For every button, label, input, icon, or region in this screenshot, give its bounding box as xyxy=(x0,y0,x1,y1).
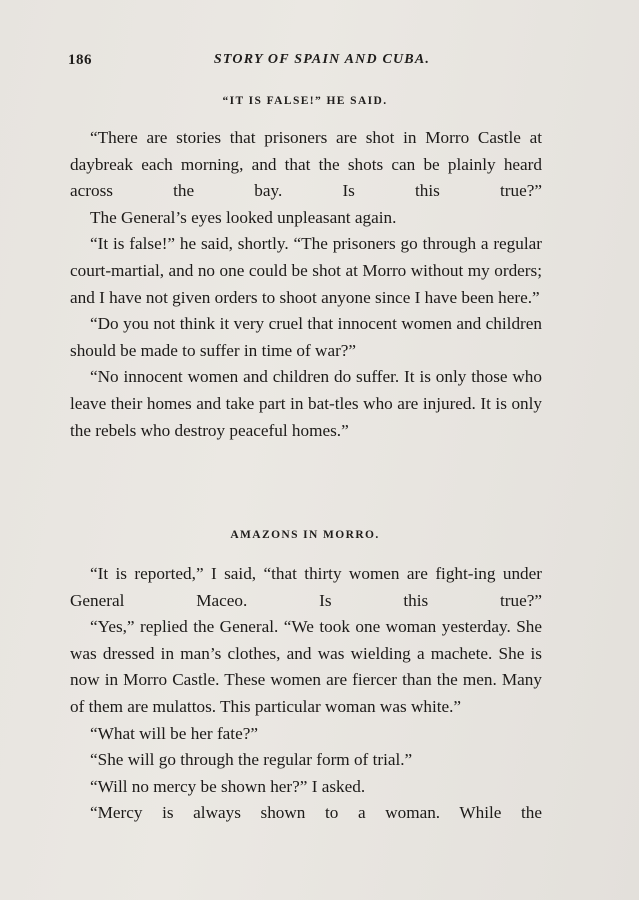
section-heading-amazons: AMAZONS IN MORRO. xyxy=(230,529,380,541)
text-block-2 xyxy=(70,561,542,827)
paragraph: “Yes,” replied the General. “We took one woman yesterday. She was dressed in man’s clothes, and was wielding a machete. She is now in Morro Castle. These women are fiercer than the men. Many of them are mulattos. This particular woman was white.” xyxy=(70,617,542,716)
paragraph: “Do you not think it very cruel that innocent women and children should be made to suffer in time of war?” xyxy=(70,314,542,360)
paragraph: “Will no mercy be shown her?” I asked. xyxy=(90,776,366,796)
paragraph: “Mercy is always shown to a woman. While the xyxy=(90,803,542,823)
section-heading-false: “IT IS FALSE!” HE SAID. xyxy=(222,95,388,107)
page-number: 186 xyxy=(68,52,92,68)
text-block-1 xyxy=(70,125,542,444)
paragraph: “It is reported,” I said, “that thirty women are fight-ing under General Maceo. Is this true?” xyxy=(70,564,542,610)
paragraph: “What will be her fate?” xyxy=(90,723,258,743)
running-title: STORY OF SPAIN AND CUBA. xyxy=(213,52,431,67)
paragraph: “No innocent women and children do suffer. It is only those who leave their homes and take part in bat-tles who are injured. It is only the rebels who destroy peaceful homes.” xyxy=(70,367,542,440)
paragraph: “She will go through the regular form of trial.” xyxy=(90,750,413,770)
paragraph: “It is false!” he said, shortly. “The prisoners go through a regular court-martial, and no one could be shot at Morro without my orders; and I have not given orders to shoot anyone since I have been here.” xyxy=(70,234,542,307)
paragraph: The General’s eyes looked unpleasant again. xyxy=(90,207,397,227)
paragraph: “There are stories that prisoners are shot in Morro Castle at daybreak each morning, and that the shots can be plainly heard across the bay. Is this true?” xyxy=(70,128,542,201)
running-head xyxy=(68,52,542,74)
